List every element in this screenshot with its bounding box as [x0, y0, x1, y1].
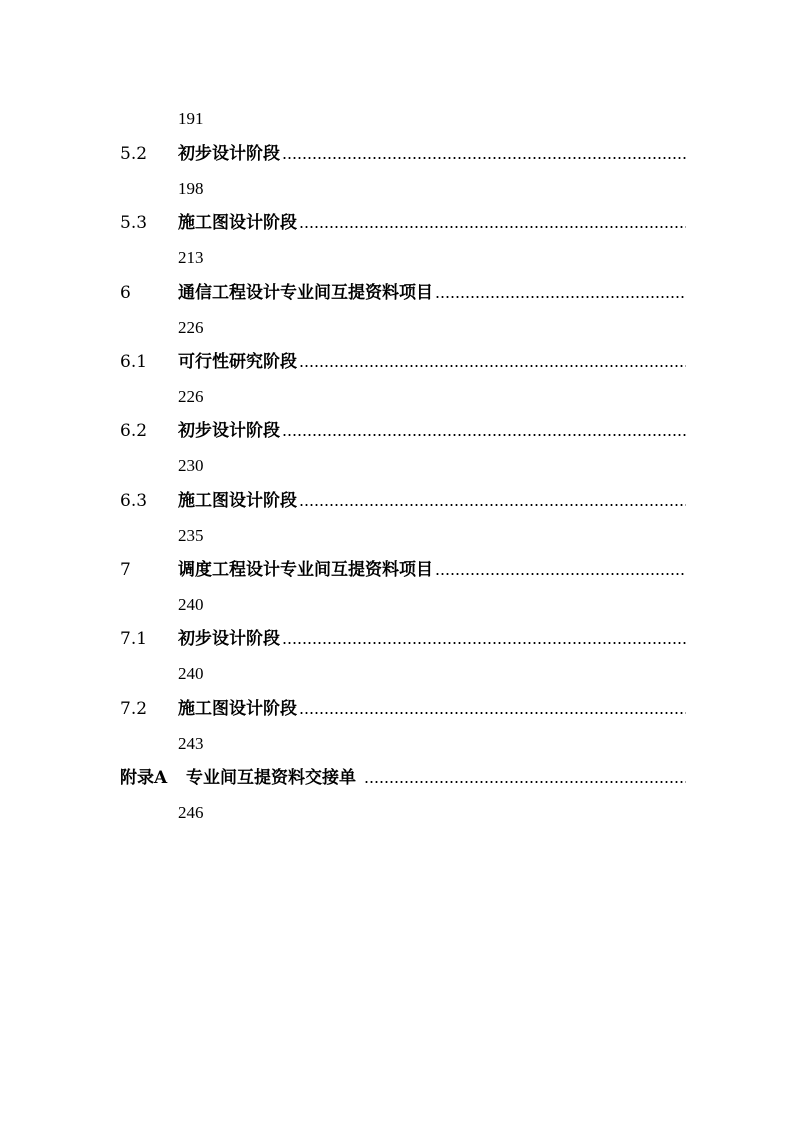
toc-page-number: 235 [178, 526, 204, 545]
toc-entry-7-2[interactable] [120, 697, 686, 721]
toc-entry-title: 初步设计阶段 [178, 629, 280, 649]
toc-leader-dots [299, 365, 686, 367]
toc-entry-number: 6.3 [120, 491, 148, 511]
toc-entry-5-2[interactable] [120, 142, 686, 166]
toc-entry-title: 施工图设计阶段 [178, 213, 297, 233]
toc-leader-dots [299, 504, 686, 506]
toc-entry-5-3[interactable] [120, 211, 686, 235]
toc-entry-title: 施工图设计阶段 [178, 699, 297, 719]
toc-entry-number: 6.2 [120, 421, 148, 441]
toc-page-number: 240 [178, 595, 204, 614]
toc-entry-number: 7 [120, 560, 131, 580]
toc-entry-7-1[interactable] [120, 627, 686, 651]
toc-entry-appendix-a[interactable] [120, 766, 686, 790]
toc-entry-title: 通信工程设计专业间互提资料项目 [178, 283, 433, 303]
toc-leader-dots [299, 712, 686, 714]
toc-entry-number: 5.2 [120, 144, 148, 164]
toc-page-number: 230 [178, 456, 204, 475]
toc-page-number: 213 [178, 248, 204, 267]
toc-entry-6[interactable] [120, 281, 686, 305]
toc-entry-number: 6 [120, 283, 131, 303]
toc-leader-dots [299, 226, 686, 228]
toc-page-number: 240 [178, 664, 204, 683]
toc-entry-title: 专业间互提资料交接单 [186, 768, 356, 788]
toc-entry-6-1[interactable] [120, 350, 686, 374]
toc-leader-dots [282, 434, 686, 436]
toc-page-number: 191 [178, 109, 204, 128]
toc-leader-dots [364, 781, 686, 783]
toc-entry-title: 施工图设计阶段 [178, 491, 297, 511]
toc-entry-number: 5.3 [120, 213, 148, 233]
toc-page-number: 246 [178, 803, 204, 822]
toc-leader-dots [435, 573, 686, 575]
toc-page-number: 243 [178, 734, 204, 753]
toc-page-number: 226 [178, 318, 204, 337]
toc-entry-number: 7.2 [120, 699, 148, 719]
toc-entry-title: 初步设计阶段 [178, 144, 280, 164]
toc-entry-number: 附录A [120, 768, 168, 788]
toc-entry-number: 7.1 [120, 629, 148, 649]
toc-entry-title: 调度工程设计专业间互提资料项目 [178, 560, 433, 580]
toc-page-number: 226 [178, 387, 204, 406]
toc-entry-6-3[interactable] [120, 489, 686, 513]
toc-entry-6-2[interactable] [120, 419, 686, 443]
toc-leader-dots [282, 157, 686, 159]
toc-page-number: 198 [178, 179, 204, 198]
toc-entry-number: 6.1 [120, 352, 148, 372]
toc-entry-title: 初步设计阶段 [178, 421, 280, 441]
toc-entry-title: 可行性研究阶段 [178, 352, 297, 372]
toc-entry-7[interactable] [120, 558, 686, 582]
toc-leader-dots [282, 642, 686, 644]
toc-leader-dots [435, 296, 686, 298]
